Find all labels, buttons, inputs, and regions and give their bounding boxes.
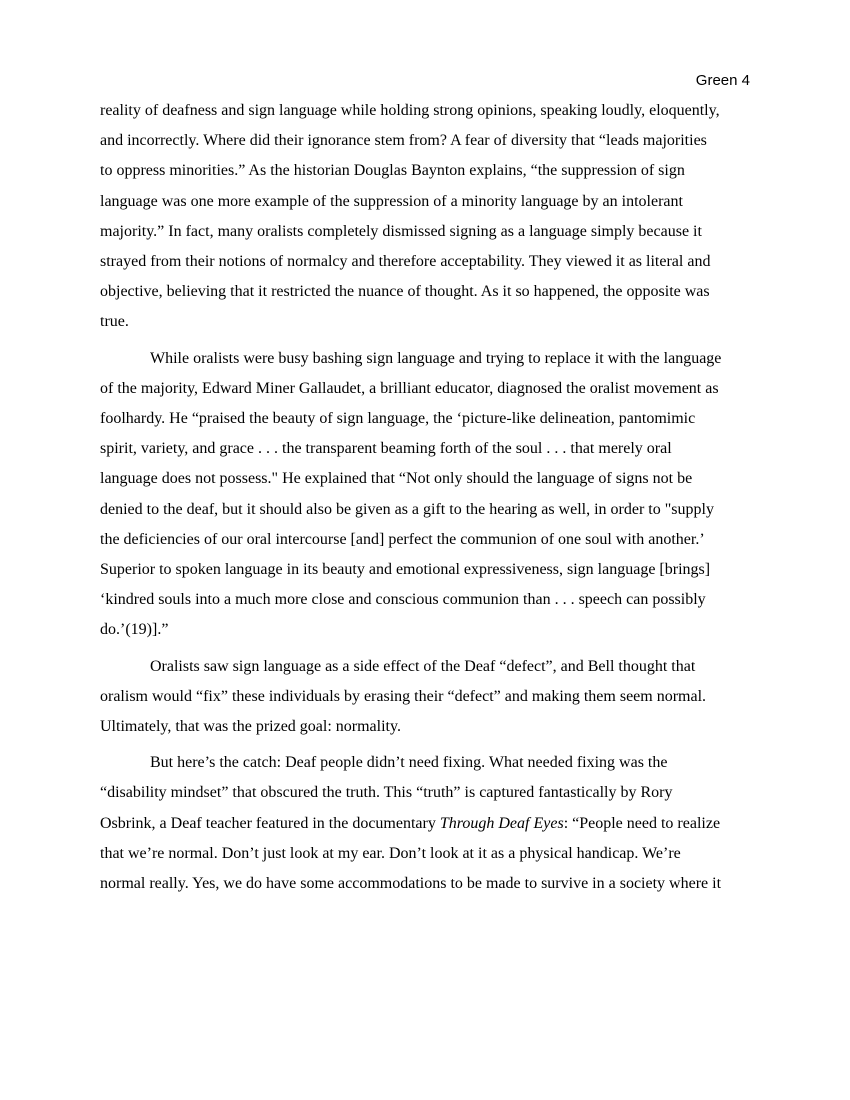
text-line: oralism would “fix” these individuals by erasing their “defect” and making them seem normal. <box>100 687 707 705</box>
text-line: do.’(19)].” <box>100 621 169 639</box>
text-line: “disability mindset” that obscured the truth. This “truth” is captured fantastically by Rory <box>100 784 673 802</box>
text-line: language does not possess." He explained that “Not only should the language of signs not be <box>100 470 693 488</box>
text-line: While oralists were busy bashing sign language and trying to replace it with the language <box>150 349 722 367</box>
text-segment: : “People need to realize <box>563 814 721 832</box>
text-line: majority.” In fact, many oralists completely dismissed signing as a language simply because it <box>100 222 702 240</box>
paragraph-4 <box>100 748 750 899</box>
text-line: reality of deafness and sign language while holding strong opinions, speaking loudly, eloquently, <box>100 102 720 119</box>
text-line: Ultimately, that was the prized goal: normality. <box>100 718 401 736</box>
text-line: denied to the deaf, but it should also be given as a gift to the hearing as well, in order to "supply <box>100 500 714 518</box>
text-line: Oralists saw sign language as a side effect of the Deaf “defect”, and Bell thought that <box>150 657 696 675</box>
documentary-title: Through Deaf Eyes <box>439 814 564 832</box>
text-line: that we’re normal. Don’t just look at my ear. Don’t look at it as a physical handicap. We’re <box>100 844 681 862</box>
paragraph-1 <box>100 96 750 338</box>
text-line: But here’s the catch: Deaf people didn’t need fixing. What needed fixing was the <box>150 754 668 772</box>
page-number-label: Green 4 <box>695 72 750 89</box>
page-header <box>696 72 750 90</box>
text-line: Superior to spoken language in its beauty and emotional expressiveness, sign language [brings] <box>100 561 711 579</box>
text-line: strayed from their notions of normalcy and therefore acceptability. They viewed it as literal and <box>100 253 711 271</box>
text-line: language was one more example of the suppression of a minority language by an intolerant <box>100 192 683 210</box>
text-line: objective, believing that it restricted the nuance of thought. As it so happened, the opposite was <box>100 283 710 301</box>
text-line: of the majority, Edward Miner Gallaudet, a brilliant educator, diagnosed the oralist movement as <box>100 379 719 397</box>
text-line-with-title <box>100 809 750 839</box>
text-line: true. <box>100 313 129 331</box>
text-line: the deficiencies of our oral intercourse [and] perfect the communion of one soul with another.’ <box>100 530 705 548</box>
paragraph-2 <box>100 344 750 646</box>
text-line: normal really. Yes, we do have some accommodations to be made to survive in a society where it <box>100 875 722 893</box>
document-body <box>100 96 750 905</box>
text-line: and incorrectly. Where did their ignorance stem from? A fear of diversity that “leads majorities <box>100 132 707 150</box>
text-segment: Osbrink, a Deaf teacher featured in the documentary <box>100 814 440 832</box>
text-line: foolhardy. He “praised the beauty of sign language, the ‘picture-like delineation, pantomimic <box>100 410 696 428</box>
text-line: spirit, variety, and grace . . . the transparent beaming forth of the soul . . . that merely oral <box>100 440 672 458</box>
text-line: to oppress minorities.” As the historian Douglas Baynton explains, “the suppression of sign <box>100 162 685 180</box>
paragraph-3 <box>100 652 750 743</box>
text-line: ‘kindred souls into a much more close and conscious communion than . . . speech can possibly <box>100 591 706 609</box>
